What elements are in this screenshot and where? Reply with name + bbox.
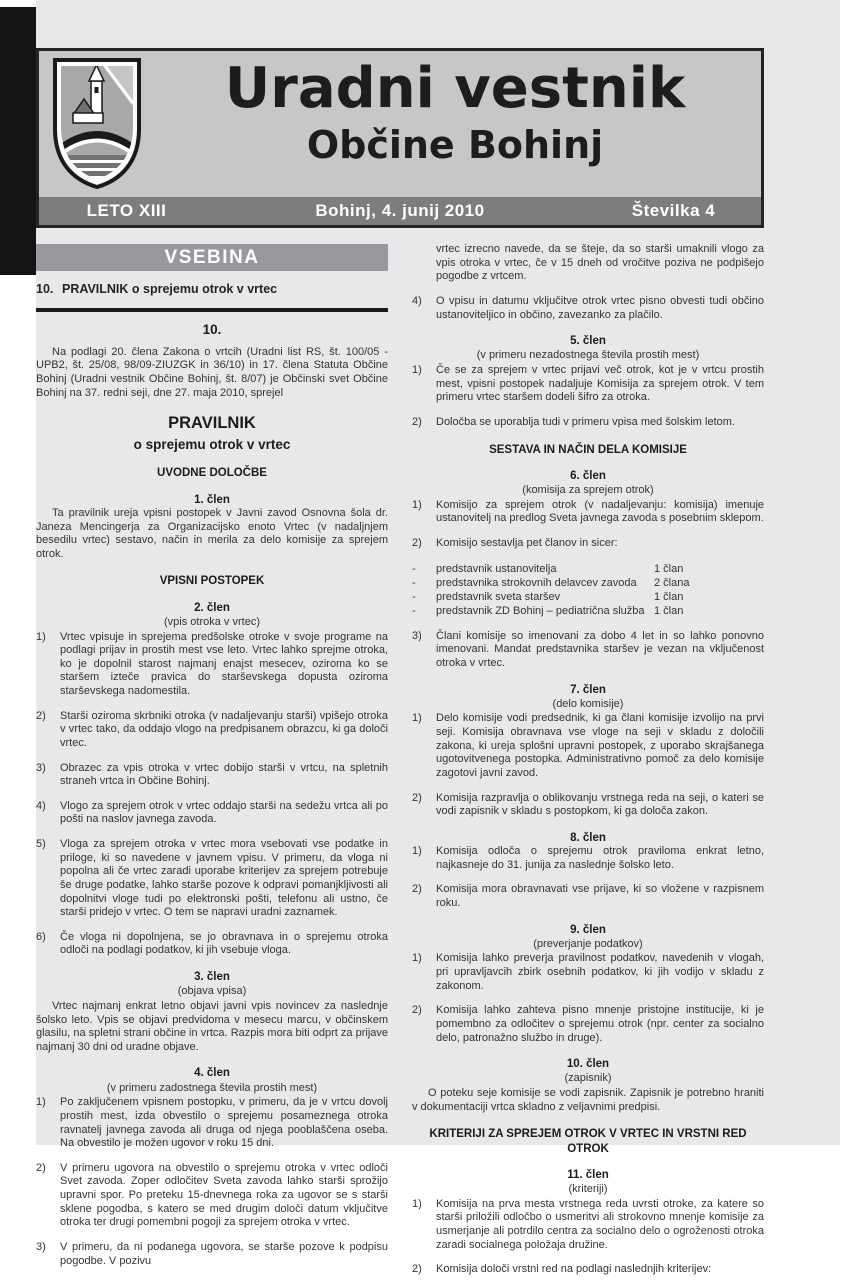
member-row: [412, 590, 764, 604]
list-item-number: 2): [412, 536, 422, 549]
member-count: 1 član: [654, 605, 684, 618]
list-item-number: 1): [412, 712, 422, 725]
list-item-text: Vrtec vpisuje in sprejema predšolske otroke v svoje programe na podlagi prijav in prostih mest vse leto. Vrtec lahko sprejme otroka, ko je dopolnil starost najmanj enajst mesecev, oziroma ko se staršem izteče pravica do starševskega dopusta oziroma starševskega nadomestila.: [60, 630, 388, 698]
chapter-heading: SESTAVA IN NAČIN DELA KOMISIJE: [489, 443, 687, 456]
list-item: [412, 1198, 764, 1253]
member-dash: -: [412, 562, 416, 575]
list-item: [412, 416, 764, 430]
member-row: [412, 562, 764, 576]
contents-item-title: PRAVILNIK o sprejemu otrok v vrtec: [62, 282, 278, 296]
list-item-text: Komisija določi vrstni red na podlagi naslednjih kriterijev:: [436, 1263, 712, 1276]
list-item-text: Komisija na prva mesta vrstnega reda uvrsti otroke, za katere so starši priložili odločbo o usmeritvi ali strokovno mnenje komisije za usmerjanje ali potrdilo centra za socialno delo o ogroženosti otroka zaradi socialnega položaja družine.: [436, 1197, 764, 1251]
article-subtitle: (v primeru nezadostnega števila prostih mest): [476, 349, 700, 362]
list-item: [36, 762, 388, 789]
list-item-text: Komisija lahko preverja pravilnost podatkov, navedenih v vlogah, pri upravljavcih zbirk osebnih podatkov, ki jih vodijo v skladu z zakonom.: [436, 952, 764, 992]
list-item-number: 3): [412, 629, 422, 642]
list-item-text: Komisija odloča o sprejemu otrok praviloma enkrat letno, najkasneje do 31. junija za naslednje šolsko leto.: [436, 845, 764, 871]
list-item-number: 2): [36, 709, 46, 722]
list-item-text: Komisijo za sprejem otrok (v nadaljevanju: komisija) imenuje ustanovitelj na predlog Sveta javnega zavoda s posebnim sklepom.: [436, 498, 764, 525]
member-count: 1 član: [654, 562, 684, 575]
scan-edge-bar: [0, 7, 36, 275]
list-item-number: 2): [412, 415, 422, 428]
paragraph: O poteku seje komisije se vodi zapisnik. Zapisnik je potrebno hraniti v dokumentaciji vrtca skladno z veljavnimi predpisi.: [412, 1087, 764, 1113]
article-subtitle: (v primeru zadostnega števila prostih mest): [106, 1081, 318, 1094]
member-count: 1 član: [654, 591, 684, 604]
list-item: [412, 883, 764, 910]
list-item-text: Obrazec za vpis otroka v vrtec dobijo starši v vrtcu, na spletnih straneh vrtca in Občine Bohinj.: [60, 761, 388, 788]
list-item: [36, 800, 388, 827]
list-item-number: 2): [412, 1004, 422, 1017]
member-count: 2 člana: [654, 576, 690, 589]
list-item: [412, 712, 764, 780]
list-item-number: 4): [36, 799, 46, 812]
list-item-number: 5): [36, 838, 46, 851]
list-item-text: V primeru, da ni podanega ugovora, se starše pozove k podpisu pogodbe. V pozivu: [60, 1240, 388, 1267]
article-number: 4. člen: [194, 1067, 230, 1080]
list-item-number: 1): [412, 952, 422, 965]
article-number: 3. člen: [194, 971, 230, 984]
date-label: Bohinj, 4. junij 2010: [315, 201, 485, 220]
article-number: 8. člen: [570, 831, 606, 844]
list-item-number: 1): [36, 1096, 46, 1109]
continuation-paragraph: vrtec izrecno navede, da se šteje, da so starši umaknili vlogo za vpis otroka v vrtec, če v 15 dneh od vročitve poziva ne podpišejo pogodbe z vrtcem.: [436, 243, 764, 283]
masthead-strip: [39, 197, 761, 225]
article-subtitle: (objava vpisa): [177, 985, 247, 998]
right-text-column: [412, 243, 764, 1288]
list-item-text: Komisijo sestavlja pet članov in sicer:: [436, 536, 618, 549]
member-dash: -: [412, 576, 416, 589]
list-item-text: Vloga za sprejem otroka v vrtec mora vsebovati vse podatke in priloge, ki so navedene v javnem vpisu. V primeru, da vloga ni popolna ali če vrtec zaradi uporabe kriterijev za sprejem potrebuje še druge podatke, lahko starše pozove k odpravi pomanjkljivosti ali dopolnitvi vloge tudi po elektronski pošti, telefonu ali ustno, če starši pridejo v vrtec. O tem se napravi uradni zaznamek.: [60, 838, 388, 919]
list-item: [36, 1096, 388, 1151]
list-item: [412, 1004, 764, 1045]
list-item: [412, 952, 764, 993]
paragraph: Ta pravilnik ureja vpisni postopek v Javni zavod Osnovna šola dr. Janeza Mencingerja za Organizacijsko enoto Vrtec (v nadaljnjem besedilu vrtec) sestavo, način in merila za delo komisije za sprejem otrok.: [36, 506, 388, 560]
chapter-heading: VPISNI POSTOPEK: [159, 575, 265, 588]
list-item-text: Če vloga ni dopolnjena, se jo obravnava in o sprejemu otroka odloči na podlagi podatkov, ki jih vsebuje vloga.: [60, 930, 388, 957]
list-item-text: Komisija mora obravnavati vse prijave, ki so vložene v razpisnem roku.: [436, 883, 764, 909]
member-row: [412, 604, 764, 618]
chapter-heading: UVODNE DOLOČBE: [157, 467, 267, 480]
article-number: 6. člen: [570, 469, 606, 482]
article-subtitle: (vpis otroka v vrtec): [164, 615, 260, 628]
article-subtitle: (delo komisije): [552, 697, 624, 710]
article-number: 2. člen: [194, 601, 230, 614]
masthead-titles: [155, 51, 755, 197]
article-number: 1. člen: [194, 493, 230, 506]
contents-item-number: 10.: [36, 282, 54, 296]
section-number: 10.: [202, 322, 222, 337]
member-label: predstavnika strokovnih delavcev zavoda: [436, 576, 637, 589]
masthead-inner: [39, 51, 761, 197]
list-item-text: Starši oziroma skrbniki otroka (v nadaljevanju starši) vpišejo otroka v vrtec tako, da oddajo vlogo na predpisanem obrazcu, ki ga določi vrtec.: [60, 709, 388, 749]
chapter-heading: KRITERIJI ZA SPREJEM OTROK V VRTEC IN VRSTNI RED OTROK: [429, 1128, 747, 1155]
list-item: [36, 931, 388, 958]
list-item: [412, 537, 764, 551]
list-item-text: Po zaključenem vpisnem postopku, v primeru, da je v vrtcu dovolj prostih mest, izda obvestilo o sprejemu posameznega otroka ravnatelj javnega zavoda ali druga od njega pooblaščena oseba. Na obvestilo je možen ugovor v roku 15 dni.: [60, 1096, 388, 1150]
list-item-number: 1): [412, 1197, 422, 1210]
article-number: 10. člen: [566, 1058, 610, 1071]
list-item-number: 1): [412, 845, 422, 858]
list-item-number: 3): [36, 761, 46, 774]
list-item: [412, 295, 764, 322]
contents-heading: VSEBINA: [36, 244, 388, 271]
document-title-line2: o sprejemu otrok v vrtec: [133, 436, 291, 452]
list-item: [412, 845, 764, 872]
list-item-number: 2): [412, 791, 422, 804]
list-item-text: Komisija lahko zahteva pisno mnenje pristojne institucije, ki je pomembno za odločitev o sprejemu otrok (npr. center za socialno delo, patronažno službo in druge).: [436, 1004, 764, 1044]
list-item-number: 6): [36, 930, 46, 943]
issue-label: Številka 4: [631, 201, 716, 220]
member-label: predstavnik ustanovitelja: [436, 562, 557, 575]
list-item-text: Delo komisije vodi predsednik, ki ga člani komisije izvolijo na prvi seji. Komisija obravnava vse vloge na seji v skladu z določili zakona, ki ureja splošni upravni postopek, z uporabo skrajšanega ugotovitvenega postopka. Administrativno pomoč za delo komisije zagotovi javni zavod.: [436, 712, 764, 779]
document-title-line1: PRAVILNIK: [168, 414, 256, 433]
member-label: predstavnik ZD Bohinj – pediatrična služba: [436, 605, 645, 618]
list-item-number: 1): [412, 364, 422, 376]
list-item-text: Člani komisije so imenovani za dobo 4 let in so lahko ponovno imenovani. Mandat predstavnika staršev je vezan na vključenost otroka v vrtec.: [436, 629, 764, 669]
paragraph: Vrtec najmanj enkrat letno objavi javni vpis novincev za naslednje šolsko leto. Vpis se objavi predvidoma v mesecu marcu, v občinskem glasilu, na spletni strani občine in vrtca. Razpis mora biti odprt za prijave najmanj 30 dni od uradne objave.: [36, 999, 388, 1053]
masthead: [36, 48, 764, 228]
list-item: [412, 1263, 764, 1277]
list-item-text: Določba se uporablja tudi v primeru vpisa med šolskim letom.: [436, 415, 735, 428]
list-item-text: Komisija razpravlja o oblikovanju vrstnega reda na seji, o kateri se vodi zapisnik v skladu s postopkom, ki ga določa zakon.: [436, 791, 764, 818]
article-subtitle: (preverjanje podatkov): [533, 937, 643, 950]
article-number: 5. člen: [570, 335, 606, 348]
list-item-text: O vpisu in datumu vključitve otrok vrtec pisno obvesti tudi občino ustanoviteljico in občino, zavezanko za plačilo.: [436, 294, 764, 321]
member-label: predstavnik sveta staršev: [436, 591, 561, 604]
list-item-number: 2): [412, 883, 422, 896]
list-item: [36, 838, 388, 920]
article-subtitle: (komisija za sprejem otrok): [522, 484, 654, 496]
left-text-column: [36, 320, 388, 1279]
list-item-text: Če se za sprejem v vrtec prijavi več otrok, kot je v vrtcu prostih mest, vpisni postopek nadaljuje Komisija za sprejem otrok. V tem primeru vrtec staršem dodeli šifro za otroka.: [436, 364, 764, 404]
section-divider-rule: [36, 308, 388, 312]
list-item: [36, 1162, 388, 1230]
gazette-title: Uradni vestnik: [224, 56, 686, 121]
list-item-number: 1): [36, 630, 46, 643]
coat-of-arms-logo: [51, 57, 143, 191]
list-item-text: V primeru ugovora na obvestilo o sprejemu otroka v vrtec odloči Svet zavoda. Zoper odločitev Sveta zavoda lahko starši sprožijo upravni spor. Po preteku 15-dnevnega roka za ugovor se s starši sklene pogodba, s katero se med drugim določi datum vključitve otroka ter drugi pomembni pogoji za sprejem otroka v vrtec.: [60, 1161, 388, 1229]
members-list: [412, 562, 764, 619]
article-number: 7. člen: [570, 683, 606, 696]
contents-item: [36, 282, 388, 296]
list-item: [412, 630, 764, 671]
article-subtitle: (zapisnik): [564, 1072, 612, 1085]
list-item-number: 2): [412, 1263, 422, 1276]
member-dash: -: [412, 605, 416, 618]
list-item-text: Vlogo za sprejem otrok v vrtec oddajo starši na sedežu vrtca ali po pošti na naslov javnega zavoda.: [60, 799, 388, 826]
list-item-number: 3): [36, 1240, 46, 1253]
list-item: [412, 499, 764, 526]
list-item: [36, 710, 388, 751]
list-item-number: 2): [36, 1161, 46, 1174]
article-number: 9. člen: [570, 923, 606, 936]
gazette-subtitle: Občine Bohinj: [306, 123, 604, 167]
list-item-number: 1): [412, 498, 422, 511]
year-label: LETO XIII: [86, 201, 167, 220]
list-item: [36, 1241, 388, 1268]
list-item: [412, 364, 764, 405]
article-subtitle: (kriteriji): [568, 1183, 608, 1196]
document-title: [36, 413, 388, 453]
member-dash: -: [412, 591, 416, 604]
article-number: 11. člen: [567, 1168, 609, 1181]
list-item: [36, 631, 388, 699]
list-item-number: 4): [412, 294, 422, 307]
member-row: [412, 576, 764, 590]
paragraph: Na podlagi 20. člena Zakona o vrtcih (Uradni list RS, št. 100/05 -UPB2, št. 25/08, 98/09-ZIUZGK in 36/10) in 17. člena Statuta Občine Bohinj (Uradni vestnik Občine Bohinj, št. 8/07) je Občinski svet Občine Bohinj na 37. redni seji, dne 27. maja 2010, sprejel: [36, 345, 388, 399]
list-item: [412, 792, 764, 819]
